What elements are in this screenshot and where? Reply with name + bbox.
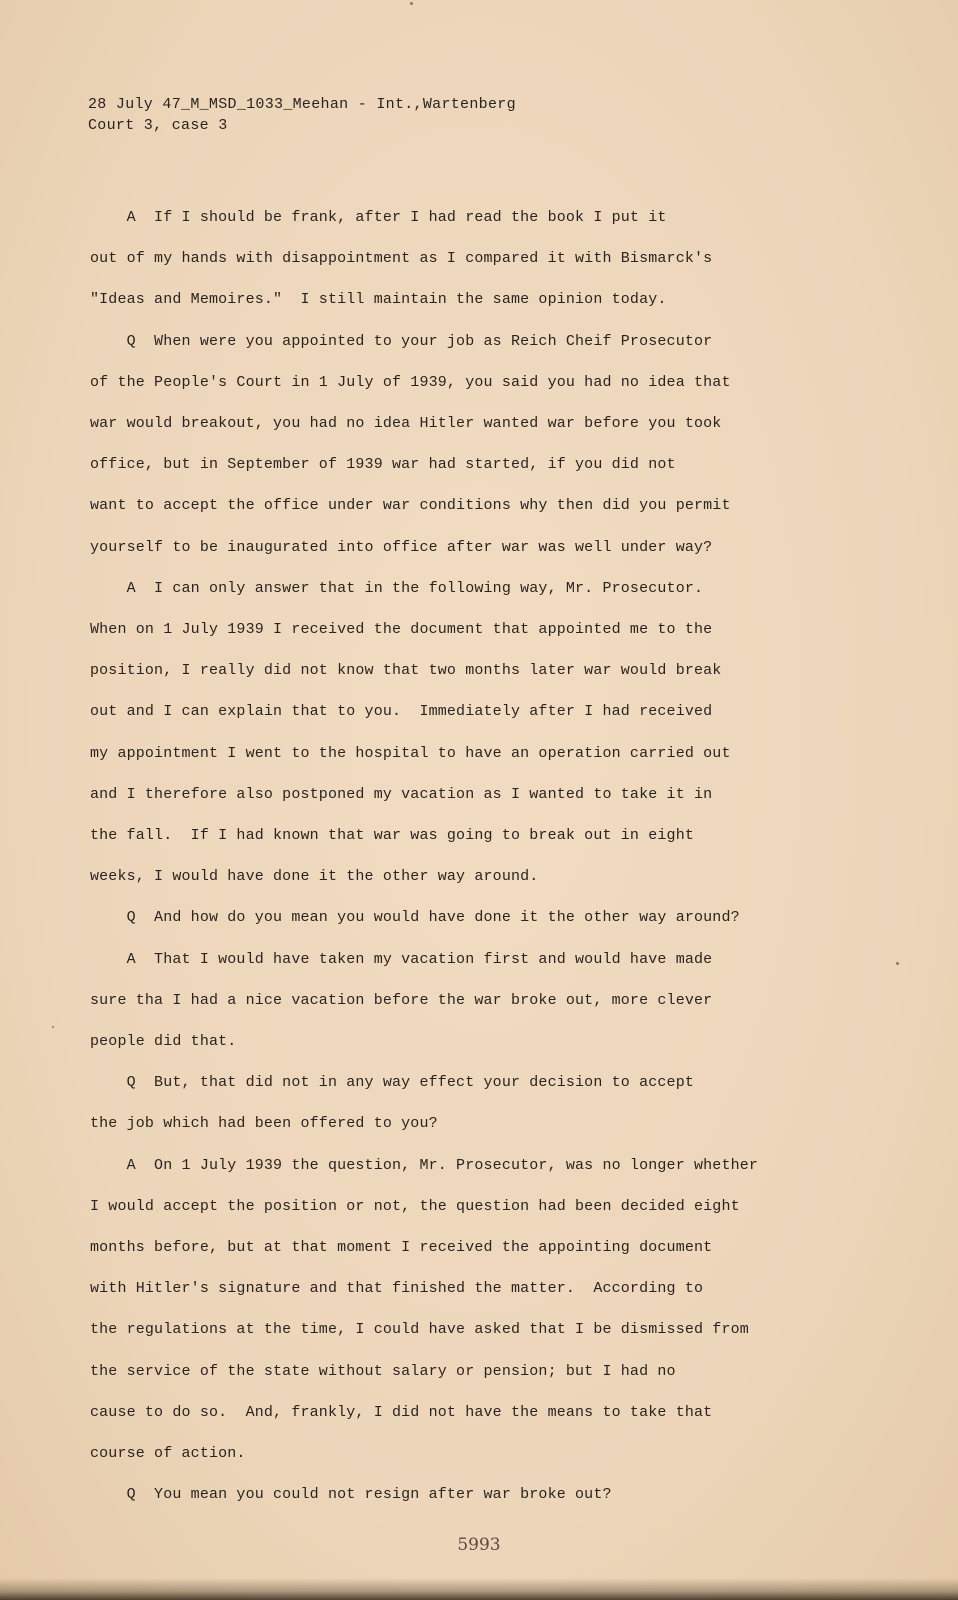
transcript-line: want to accept the office under war conditions why then did you permit: [90, 497, 731, 515]
transcript-line: Q And how do you mean you would have done it the other way around?: [90, 909, 740, 927]
transcript-line: When on 1 July 1939 I received the document that appointed me to the: [90, 621, 713, 639]
transcript-line: out of my hands with disappointment as I compared it with Bismarck's: [90, 250, 713, 268]
transcript-line: sure tha I had a nice vacation before the war broke out, more clever: [90, 991, 713, 1009]
paper-speck: [52, 1026, 54, 1028]
transcript-line: Q But, that did not in any way effect your decision to accept: [90, 1074, 694, 1092]
transcript-line: course of action.: [90, 1445, 246, 1463]
transcript-paragraph: [90, 321, 870, 568]
transcript-line: war would breakout, you had no idea Hitler wanted war before you took: [90, 415, 722, 433]
transcript-paragraph: [90, 897, 870, 938]
transcript-line: of the People's Court in 1 July of 1939, you said you had no idea that: [90, 373, 731, 391]
transcript-paragraph: [90, 1062, 870, 1144]
transcript-line: position, I really did not know that two months later war would break: [90, 662, 722, 680]
transcript-line: A On 1 July 1939 the question, Mr. Prosecutor, was no longer whether: [90, 1156, 759, 1174]
paper-speck: [896, 962, 899, 965]
transcript-line: A That I would have taken my vacation first and would have made: [90, 950, 713, 968]
transcript-line: out and I can explain that to you. Immediately after I had received: [90, 703, 713, 721]
transcript-line: people did that.: [90, 1033, 237, 1051]
transcript-line: the service of the state without salary or pension; but I had no: [90, 1362, 676, 1380]
transcript-line: cause to do so. And, frankly, I did not have the means to take that: [90, 1403, 713, 1421]
transcript-line: my appointment I went to the hospital to have an operation carried out: [90, 744, 731, 762]
transcript-line: yourself to be inaugurated into office after war was well under way?: [90, 538, 713, 556]
transcript-line: Q You mean you could not resign after war broke out?: [90, 1486, 612, 1504]
transcript-line: I would accept the position or not, the question had been decided eight: [90, 1197, 740, 1215]
transcript-line: the job which had been offered to you?: [90, 1115, 438, 1133]
transcript-line: Q When were you appointed to your job as Reich Cheif Prosecutor: [90, 332, 713, 350]
transcript-line: office, but in September of 1939 war had started, if you did not: [90, 456, 676, 474]
transcript-line: weeks, I would have done it the other way around.: [90, 868, 539, 886]
transcript-paragraph: [90, 1474, 870, 1515]
transcript-line: with Hitler's signature and that finished the matter. According to: [90, 1280, 704, 1298]
header-court-line: Court 3, case 3: [88, 117, 228, 134]
transcript-paragraph: [90, 197, 870, 321]
transcript-paragraph: [90, 1145, 870, 1475]
transcript-line: the regulations at the time, I could have asked that I be dismissed from: [90, 1321, 749, 1339]
transcript-paragraph: [90, 939, 870, 1063]
transcript-line: months before, but at that moment I received the appointing document: [90, 1239, 713, 1257]
transcript-body: [90, 197, 870, 1516]
transcript-line: "Ideas and Memoires." I still maintain the same opinion today.: [90, 291, 667, 309]
header-reference-line: 28 July 47_M_MSD_1033_Meehan - Int.,Wartenberg: [88, 96, 516, 113]
paper-speck: [410, 2, 413, 5]
transcript-line: the fall. If I had known that war was going to break out in eight: [90, 827, 694, 845]
transcript-line: and I therefore also postponed my vacation as I wanted to take it in: [90, 785, 713, 803]
transcript-line: A If I should be frank, after I had read the book I put it: [90, 209, 667, 226]
page-number: 5993: [457, 1535, 501, 1555]
transcript-line: A I can only answer that in the following way, Mr. Prosecutor.: [90, 579, 704, 597]
document-header: [88, 94, 516, 136]
transcript-paragraph: [90, 568, 870, 898]
